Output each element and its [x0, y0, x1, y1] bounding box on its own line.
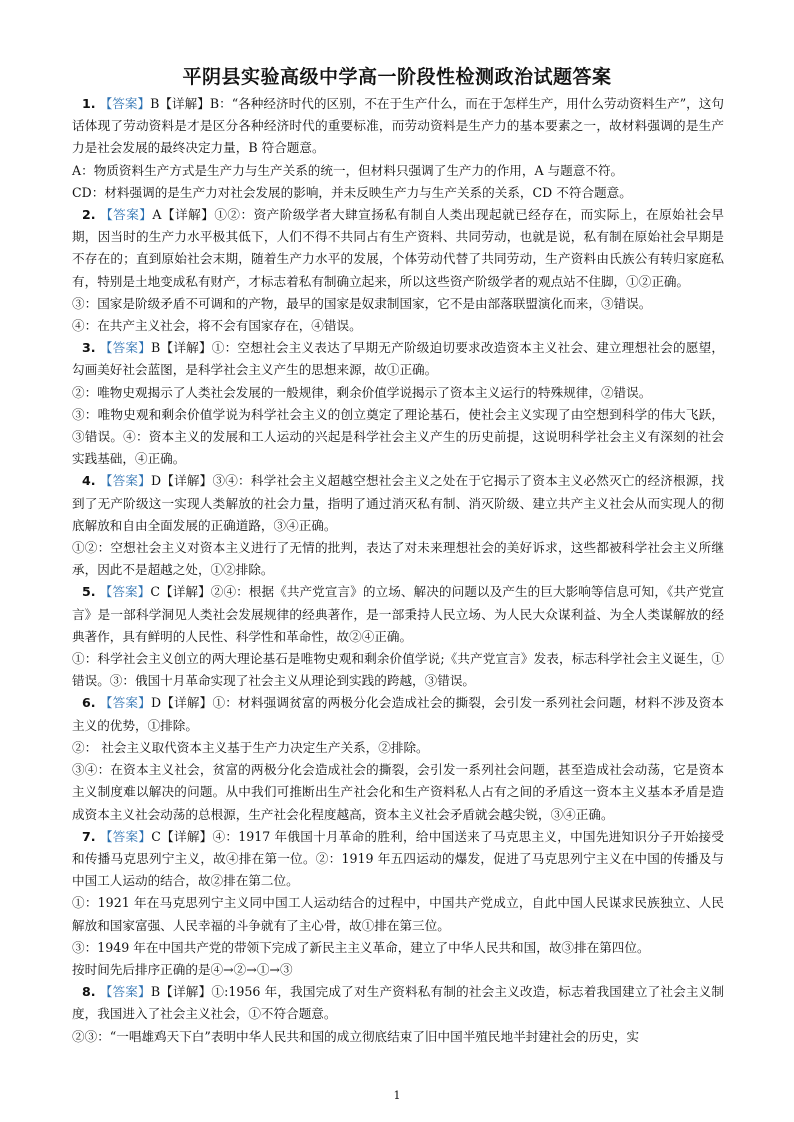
explanation-text: ②： 社会主义取代资本主义基于生产力决定生产关系，②排除。: [72, 739, 429, 755]
explanation-text: B：“各种经济时代的区别，不在于生产什么，而在于怎样生产，用什么劳动资料生产”，这句话体现了劳动资料是才是区分各种经济时代的重要标准，而劳动资料是生产力的基本要素之一，故材料强调的是生产力是社会发展的最终决定力量，B 符合题意。: [72, 96, 724, 156]
answer-tag: 【答案】: [99, 828, 152, 844]
answer-item: [72, 204, 724, 293]
answer-letter: B: [151, 340, 161, 356]
answer-tag: 【答案】: [99, 473, 151, 489]
page-number: 1: [393, 1089, 401, 1102]
answer-line: [72, 182, 724, 204]
detail-tag: 【详解】: [160, 984, 212, 1000]
answer-item: [72, 981, 724, 1025]
answer-line: [72, 160, 724, 182]
answer-line: [72, 537, 724, 581]
explanation-text: ④：1917 年俄国十月革命的胜利，给中国送来了马克思主义，中国先进知识分子开始接受和传播马克思列宁主义，故④排在第一位。②：1919 年五四运动的爆发，促进了马克思列宁主义在中国的传播及与中国工人运动的结合，故②排在第二位。: [72, 828, 725, 889]
answer-line: [72, 892, 724, 936]
answer-line: [72, 737, 724, 759]
answer-letter: B: [150, 96, 160, 111]
detail-tag: 【详解】: [161, 473, 213, 489]
detail-tag: 【详解】: [159, 96, 210, 111]
answer-letter: B: [150, 984, 161, 1000]
detail-tag: 【详解】: [161, 695, 213, 711]
explanation-text: ②③：“一唱雄鸡天下白”表明中华人民共和国的成立彻底结束了旧中国半殖民地半封建社会的历史，实: [72, 1028, 640, 1044]
question-number: 6.: [82, 695, 96, 711]
explanation-text: ④：在共产主义社会，将不会有国家存在，④错误。: [72, 318, 362, 334]
answer-line: [72, 404, 724, 471]
page-title: 平阴县实验高级中学高一阶段性检测政治试题答案: [182, 66, 612, 88]
detail-tag: 【详解】: [160, 340, 212, 356]
explanation-text: ①：科学社会主义创立的两大理论基石是唯物史观和剩余价值学说;《共产党宣言》发表，标志科学社会主义诞生，①错误。③：俄国十月革命实现了社会主义从理论到实践的跨越，③错误。: [72, 651, 724, 689]
explanation-text: ③：国家是阶级矛盾不可调和的产物，最早的国家是奴隶制国家，它不是由部落联盟演化而来，③错误。: [72, 295, 652, 311]
detail-tag: 【详解】: [160, 828, 213, 844]
explanation-text: ①：1921 年在马克思列宁主义同中国工人运动结合的过程中，中国共产党成立，自此中国人民谋求民族独立、人民解放和国家富强、人民幸福的斗争就有了主心骨，故①排在第三位。: [72, 895, 724, 933]
detail-tag: 【详解】: [161, 207, 215, 223]
explanation-text: ③④：科学社会主义超越空想社会主义之处在于它揭示了资本主义必然灭亡的经济根源，找到了无产阶级这一实现人类解放的社会力量，指明了通过消灭私有制、消灭阶级、建立共产主义社会从而实现人的彻底解放和自由全面发展的正确道路，③④正确。: [72, 473, 725, 533]
answer-line: [72, 1026, 724, 1048]
answer-line: [72, 937, 724, 959]
answer-tag: 【答案】: [99, 695, 151, 711]
explanation-text: 按时间先后排序正确的是④→②→①→③: [72, 961, 293, 977]
explanation-text: CD：材料强调的是生产力对社会发展的影响，并未反映生产力与生产关系的关系，CD 不符合题意。: [72, 184, 632, 200]
answer-letter: C: [151, 828, 161, 844]
answer-line: [72, 382, 724, 404]
answer-tag: 【答案】: [99, 984, 151, 1000]
question-number: 1.: [82, 96, 96, 111]
explanation-text: ②：唯物史观揭示了人类社会发展的一般规律，剩余价值学说揭示了资本主义运行的特殊规律，②错误。: [72, 384, 652, 400]
answer-tag: 【答案】: [99, 584, 151, 600]
question-number: 4.: [82, 473, 96, 489]
explanation-text: A：物质资料生产方式是生产力与生产关系的统一，但材料只强调了生产力的作用，A 与题意不符。: [72, 162, 624, 178]
answer-tag: 【答案】: [100, 207, 153, 223]
answer-letter: D: [150, 473, 162, 489]
explanation-text: ③：1949 年在中国共产党的带领下完成了新民主主义革命，建立了中华人民共和国，故③排在第四位。: [72, 939, 650, 955]
answer-letter: C: [150, 584, 160, 600]
question-number: 3.: [82, 340, 96, 356]
explanation-text: ③：唯物史观和剩余价值学说为科学社会主义的创立奠定了理论基石，使社会主义实现了由空想到科学的伟大飞跃，③错误。④：资本主义的发展和工人运动的兴起是科学社会主义产生的历史前提，这说明科学社会主义有深刻的社会实践基础，④正确。: [72, 406, 724, 467]
explanation-text: ②④：根据《共产党宣言》的立场、解决的问题以及产生的巨大影响等信息可知，《共产党宣言》是一部科学洞见人类社会发展规律的经典著作，是一部秉持人民立场、为人民大众谋利益、为全人类谋解放的经典著作，具有鲜明的人民性、科学性和革命性，故②④正确。: [72, 584, 725, 644]
explanation-text: ③④：在资本主义社会，贫富的两极分化会造成社会的撕裂，会引发一系列社会问题，甚至造成社会动荡，它是资本主义制度难以解决的问题。从中我们可推断出生产社会化和生产资料私人占有之间的矛盾这一资本主义基本矛盾是造成资本主义社会动荡的总根源，生产社会化程度越高，资本主义社会矛盾就会越尖锐，③④正确。: [72, 762, 724, 822]
question-number: 7.: [82, 828, 96, 844]
answer-item: [72, 826, 724, 893]
explanation-text: ①：材料强调贫富的两极分化会造成社会的撕裂，会引发一系列社会问题，材料不涉及资本主义的优势，①排除。: [72, 695, 725, 733]
answer-list: [72, 93, 724, 1048]
question-number: 5.: [82, 584, 96, 600]
explanation-text: ①：空想社会主义表达了早期无产阶级迫切要求改造资本主义社会、建立理想社会的愿望，勾画美好社会蓝图，是科学社会主义产生的思想来源，故①正确。: [72, 340, 725, 378]
answer-item: [72, 692, 724, 736]
answer-item: [72, 470, 724, 537]
answer-item: [72, 581, 724, 648]
answer-line: [72, 315, 724, 337]
answer-line: [72, 293, 724, 315]
explanation-text: ①:1956 年，我国完成了对生产资料私有制的社会主义改造，标志着我国建立了社会主义制度，我国进入了社会主义社会，①不符合题意。: [72, 984, 725, 1022]
answer-item: [72, 93, 724, 160]
answer-line: [72, 759, 724, 826]
answer-tag: 【答案】: [99, 340, 152, 356]
explanation-text: ①②：资产阶级学者大肆宣扬私有制自人类出现起就已经存在，而实际上，在原始社会早期，因当时的生产力水平极其低下，人们不得不共同占有生产资料、共同劳动，也就是说，私有制在原始社会早期是不存在的；直到原始社会末期，随着生产力水平的发展，个体劳动代替了共同劳动，生产资料由氏族公有转归家庭私有，特别是土地变成私有财产，才标志着私有制确立起来，所以这些资产阶级学者的观点站不住脚，①②正确。: [72, 207, 725, 289]
answer-line: [72, 959, 724, 981]
answer-letter: D: [150, 695, 162, 711]
answer-item: [72, 337, 724, 381]
answer-line: [72, 648, 724, 692]
explanation-text: ①②：空想社会主义对资本主义进行了无情的批判，表达了对未来理想社会的美好诉求，这些都被科学社会主义所继承，因此不是超越之处，①②排除。: [72, 540, 724, 578]
detail-tag: 【详解】: [160, 584, 211, 600]
question-number: 2.: [82, 207, 96, 223]
answer-letter: A: [152, 207, 162, 223]
answer-tag: 【答案】: [99, 96, 151, 111]
question-number: 8.: [82, 984, 96, 1000]
